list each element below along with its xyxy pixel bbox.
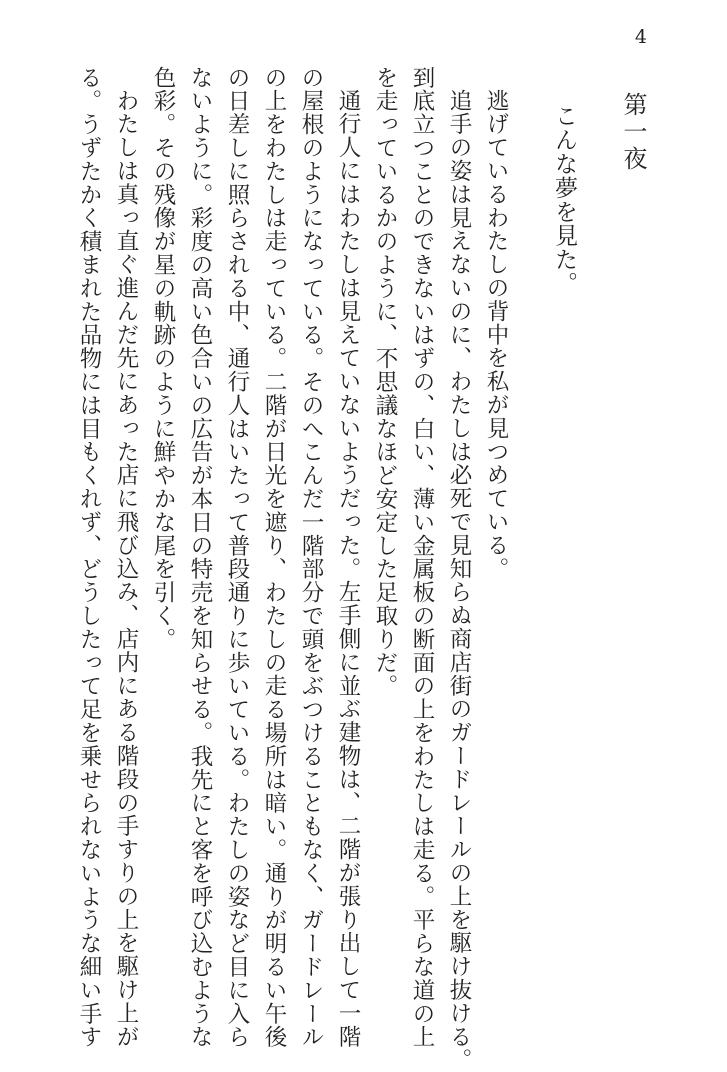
page-number: 4 [634,26,647,48]
text-line-3: 到底立つことのできないはずの、白い、薄い金属板の断面の上をわたしは走る。平らな道の上 [409,66,435,1049]
text-line-2: 追手の姿は見えないのに、わたしは必死で見知らぬ商店街のガードレールの上を駆け抜ける。 [446,89,472,1072]
text-line-9: ないように。彩度の高い色合いの広告が本日の特売を知らせる。我先にと客を呼び込むような [187,66,213,1049]
text-line-8: の日差しに照らされる中、通行人はいたって普段通りに歩いている。わたしの姿など目に入ら [224,66,250,1049]
chapter-subtitle: こんな夢を見た。 [551,104,577,296]
text-line-4: を走っているかのように、不思議なほど安定した足取りだ。 [372,66,398,698]
text-line-1: 逃げているわたしの背中を私が見つめている。 [483,89,509,581]
text-line-10: 色彩。その残像が星の軌跡のように鮮やかな尾を引く。 [150,66,176,651]
text-line-5: 通行人にはわたしは見えていないようだった。左手側に並ぶ建物は、二階が張り出して一階 [335,89,361,1049]
chapter-title: 第一夜 [619,92,647,173]
text-line-6: の屋根のようになっている。そのへこんだ一階部分で頭をぶつけることもなく、ガードレール [298,66,324,1049]
text-line-7: の上をわたしは走っている。二階が日光を遮り、わたしの走る場所は暗い。通りが明るい午後 [261,66,287,1049]
text-line-11: わたしは真っ直ぐ進んだ先にあった店に飛び込み、店内にある階段の手すりの上を駆け上が [113,89,139,1049]
text-line-12: る。うずたかく積まれた品物には目もくれず、どうしたって足を乗せられないような細い手す [76,66,102,1049]
